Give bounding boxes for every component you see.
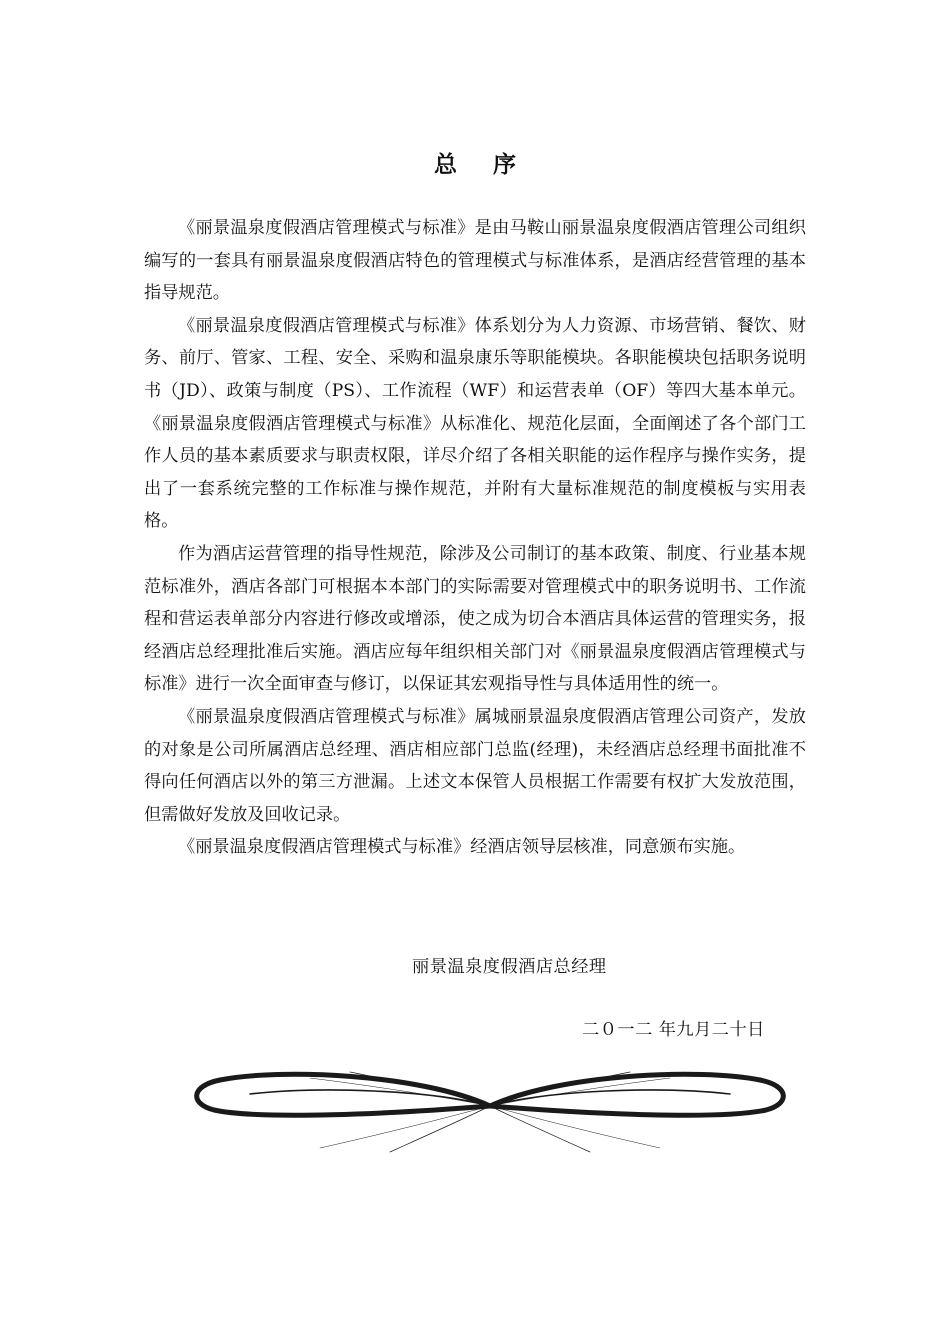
paragraph-confidentiality: 《丽景温泉度假酒店管理模式与标准》属城丽景温泉度假酒店管理公司资产，发放的对象是公司所属酒店总经理、酒店相应部门总监(经理)，未经酒店总经理书面批准不得向任何酒店以外的第三方泄漏。上述文本保管人员根据工作需要有权扩大发放范围，但需做好发放及回收记录。: [144, 706, 806, 825]
paragraph-usage-guidance: 作为酒店运营管理的指导性规范，除涉及公司制订的基本政策、制度、行业基本规范标准外，酒店各部门可根据本本部门的实际需要对管理模式中的职务说明书、工作流程和营运表单部分内容进行修改或增添，使之成为切合本酒店具体运营的管理实务，报经酒店总经理批准后实施。酒店应每年组织相关部门对《丽景温泉度假酒店管理模式与标准》进行一次全面审查与修订，以保证其宏观指导性与具体适用性的统一。: [144, 543, 806, 695]
preface-body: [144, 212, 806, 864]
date-line: 二０一二 年九月二十日: [582, 1020, 765, 1040]
decorative-swirl-divider-icon: [190, 1068, 790, 1156]
paragraph-approval: 《丽景温泉度假酒店管理模式与标准》经酒店领导层核准，同意颁布实施。: [178, 837, 746, 858]
page-title: 总 序: [433, 152, 530, 178]
paragraph-intro: 《丽景温泉度假酒店管理模式与标准》是由马鞍山丽景温泉度假酒店管理公司组织编写的一套具有丽景温泉度假酒店特色的管理模式与标准体系，是酒店经营管理的基本指导规范。: [144, 218, 806, 304]
signature-line: 丽景温泉度假酒店总经理: [412, 957, 607, 977]
paragraph-system-structure: 《丽景温泉度假酒店管理模式与标准》体系划分为人力资源、市场营销、餐饮、财务、前厅、管家、工程、安全、采购和温泉康乐等职能模块。各职能模块包括职务说明书（JD）、政策与制度（PS）、工作流程（WF）和运营表单（OF）等四大基本单元。《丽景温泉度假酒店管理模式与标准》从标准化、规范化层面，全面阐述了各个部门工作人员的基本素质要求与职责权限，详尽介绍了各相关职能的运作程序与操作实务，提出了一套系统完整的工作标准与操作规范，并附有大量标准规范的制度模板与实用表格。: [144, 315, 806, 532]
